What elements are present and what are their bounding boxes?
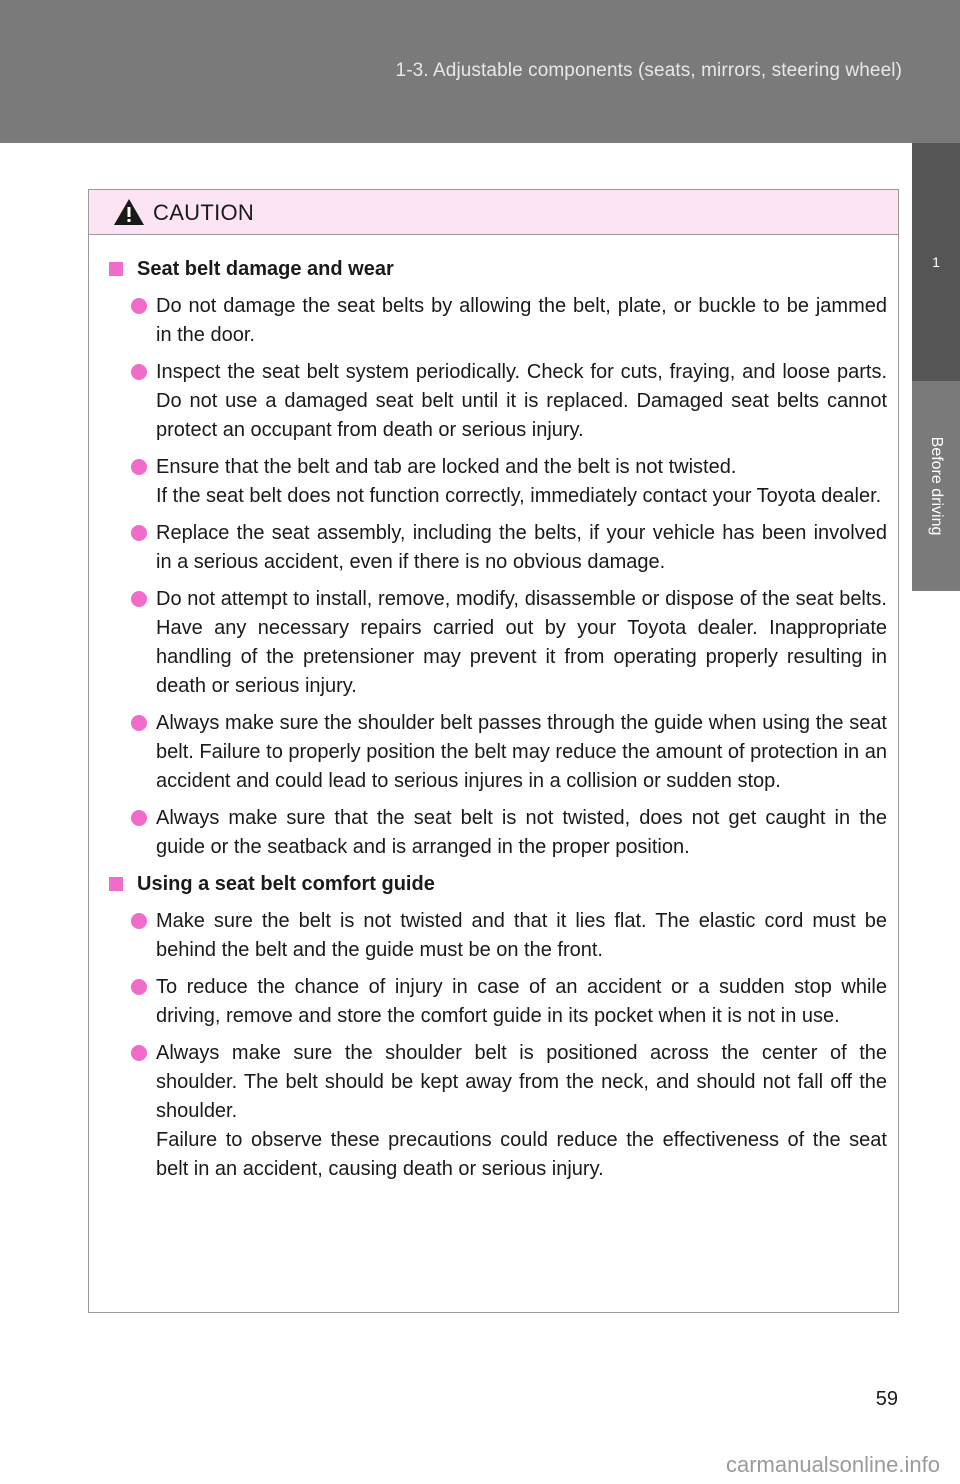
list-item: [109, 585, 887, 701]
list-item: [109, 1039, 887, 1184]
chapter-title: 1-3. Adjustable components (seats, mirrors, steering wheel): [395, 60, 902, 81]
circle-bullet-icon: [131, 715, 147, 731]
item-text: Always make sure that the seat belt is not twisted, does not get caught in the guide or the seatback and is arranged in the proper position.: [156, 807, 887, 858]
item-text: Replace the seat assembly, including the belts, if your vehicle has been involved in a serious accident, even if there is no obvious damage.: [156, 522, 887, 573]
caution-section: [109, 870, 887, 1184]
caution-content: [89, 235, 898, 1184]
side-tab-number: [912, 143, 960, 381]
list-item: [109, 709, 887, 796]
circle-bullet-icon: [131, 459, 147, 475]
caution-list: [109, 292, 887, 862]
warning-triangle-icon: [113, 198, 145, 226]
circle-bullet-icon: [131, 525, 147, 541]
square-bullet-icon: [109, 262, 123, 276]
square-bullet-icon: [109, 877, 123, 891]
circle-bullet-icon: [131, 810, 147, 826]
circle-bullet-icon: [131, 913, 147, 929]
side-tab-label-text: Before driving: [928, 436, 945, 536]
item-text: Always make sure the shoulder belt passes through the guide when using the seat belt. Failure to properly position the belt may reduce the amount of protection in an accident and could lead to serious injures in a collision or sudden stop.: [156, 712, 887, 792]
section-title: [109, 870, 887, 899]
side-tab-number-text: 1: [932, 254, 940, 270]
section-title-text: Using a seat belt comfort guide: [137, 873, 435, 895]
circle-bullet-icon: [131, 979, 147, 995]
watermark: carmanualsonline.info: [725, 1452, 940, 1477]
caution-section: [109, 255, 887, 862]
list-item: [109, 358, 887, 445]
item-text: Failure to observe these precautions could reduce the effectiveness of the seat belt in an accident, causing death or serious injury.: [156, 1129, 887, 1180]
list-item: [109, 453, 887, 511]
list-item: [109, 804, 887, 862]
page-number: 59: [875, 1388, 898, 1410]
item-text: Do not attempt to install, remove, modify, disassemble or dispose of the seat belts. Have any necessary repairs carried out by your Toyota dealer. Inappropriate handling of the pretensioner may prevent it from operating properly resulting in death or serious injury.: [156, 588, 887, 697]
circle-bullet-icon: [131, 1045, 147, 1061]
page-header: [0, 0, 960, 143]
caution-box: [88, 189, 899, 1313]
circle-bullet-icon: [131, 591, 147, 607]
item-text: If the seat belt does not function correctly, immediately contact your Toyota dealer.: [156, 485, 882, 507]
item-text: To reduce the chance of injury in case of an accident or a sudden stop while driving, remove and store the comfort guide in its pocket when it is not in use.: [156, 976, 887, 1027]
caution-title: CAUTION: [153, 200, 255, 225]
section-title-text: Seat belt damage and wear: [137, 258, 394, 280]
list-item: [109, 519, 887, 577]
item-text: Ensure that the belt and tab are locked and the belt is not twisted.: [156, 456, 737, 478]
item-text: Always make sure the shoulder belt is positioned across the center of the shoulder. The belt should be kept away from the neck, and should not fall off the shoulder.: [156, 1042, 887, 1122]
item-text: Make sure the belt is not twisted and that it lies flat. The elastic cord must be behind the belt and the guide must be on the front.: [156, 910, 887, 961]
caution-list: [109, 907, 887, 1184]
item-text: Inspect the seat belt system periodically. Check for cuts, fraying, and loose parts. Do not use a damaged seat belt until it is replaced. Damaged seat belts cannot protect an occupant from death or serious injury.: [156, 361, 887, 441]
section-title: [109, 255, 887, 284]
circle-bullet-icon: [131, 364, 147, 380]
list-item: [109, 292, 887, 350]
list-item: [109, 907, 887, 965]
circle-bullet-icon: [131, 298, 147, 314]
side-tab-label: [912, 381, 960, 591]
list-item: [109, 973, 887, 1031]
caution-header: [89, 190, 898, 235]
item-text: Do not damage the seat belts by allowing the belt, plate, or buckle to be jammed in the door.: [156, 295, 887, 346]
